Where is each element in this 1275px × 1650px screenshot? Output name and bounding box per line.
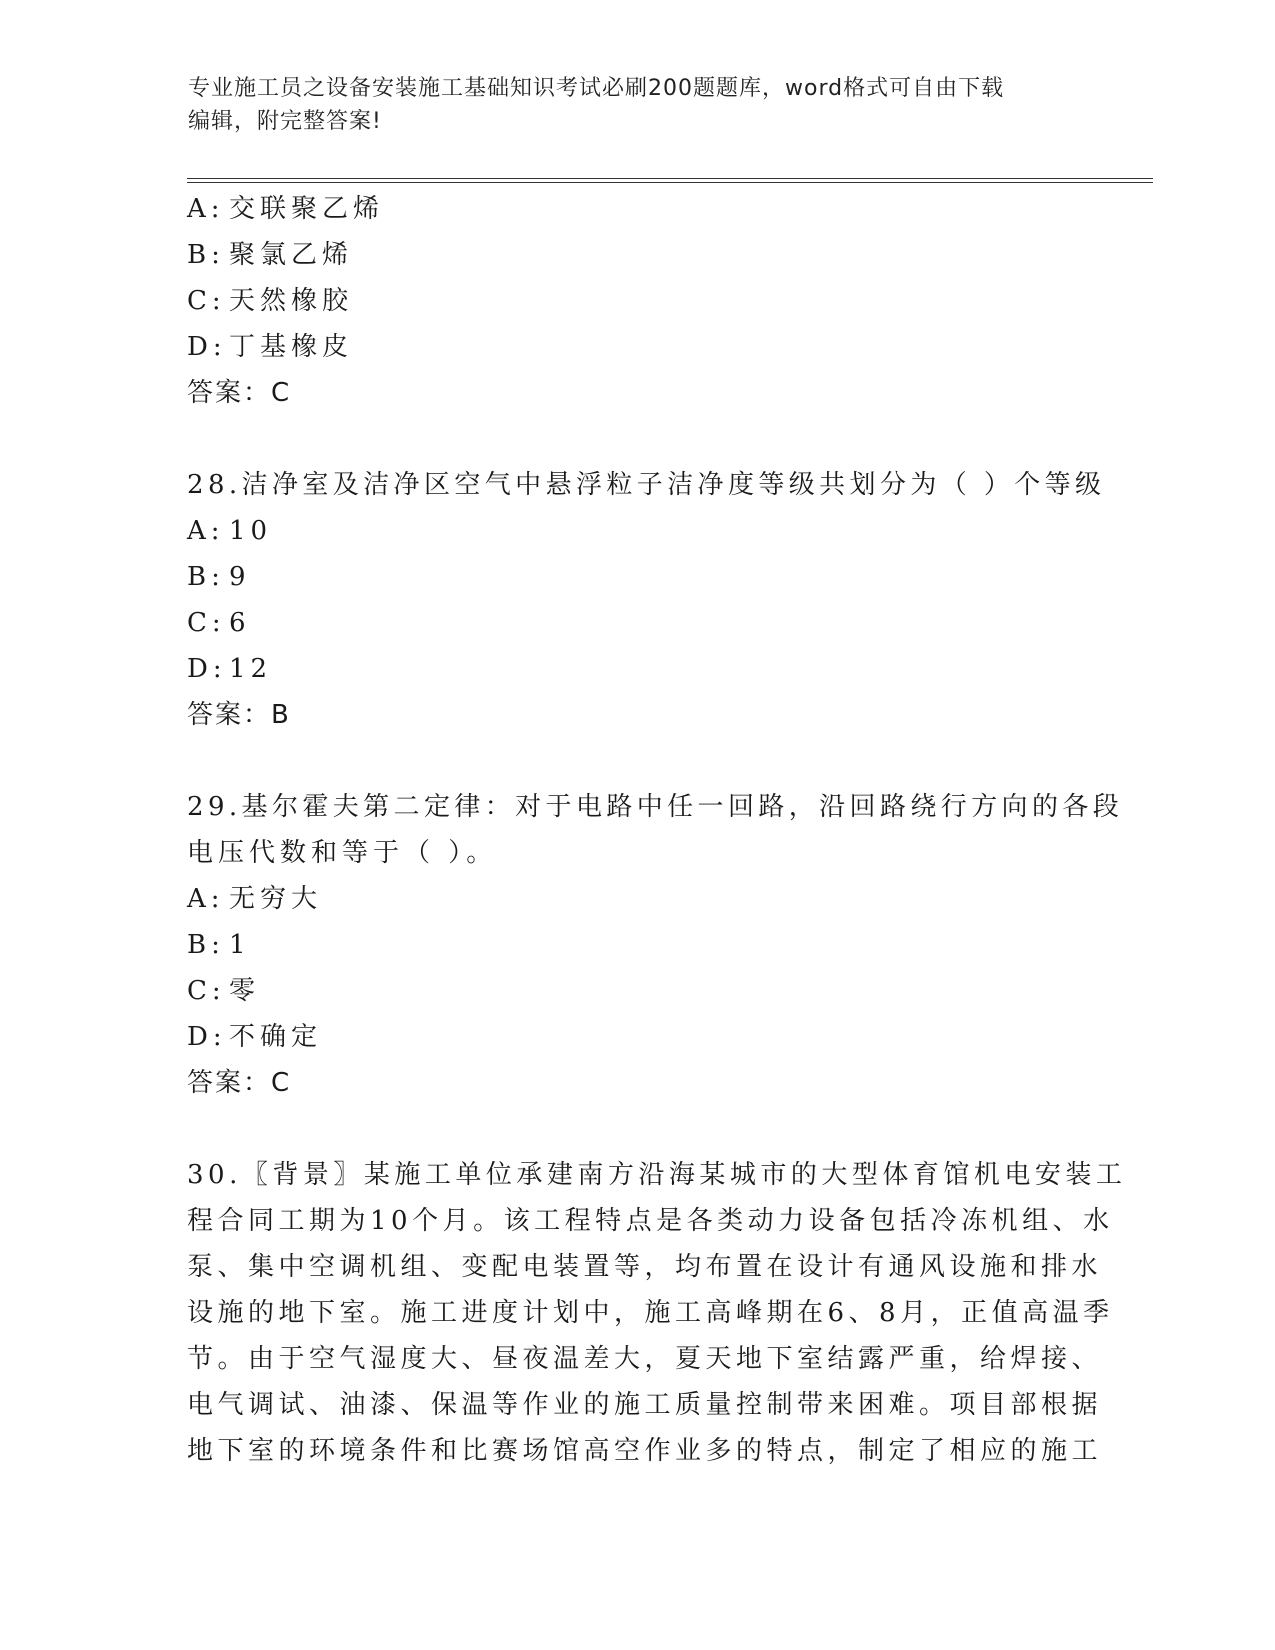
option-text: 10 — [229, 516, 273, 546]
question-paragraph-line: 节。由于空气湿度大、昼夜温差大，夏天地下室结露严重，给焊接、 — [187, 1344, 1103, 1374]
spacer — [187, 416, 1087, 462]
question-27 — [187, 186, 1087, 416]
option-c — [187, 968, 1087, 1014]
option-b — [187, 922, 1087, 968]
question-paragraph-line: 30.〖背景〗某施工单位承建南方沿海某城市的大型体育馆机电安装工 — [187, 1160, 1127, 1190]
option-key: A: — [187, 884, 225, 914]
answer-text: 答案：C — [187, 1068, 292, 1098]
option-text: 1 — [229, 930, 251, 960]
option-d — [187, 1014, 1087, 1060]
question-paragraph-line: 泵、集中空调机组、变配电装置等，均布置在设计有通风设施和排水 — [187, 1252, 1103, 1282]
option-text: 12 — [229, 654, 273, 684]
question-paragraph-line: 电气调试、油漆、保温等作业的施工质量控制带来困难。项目部根据 — [187, 1390, 1103, 1420]
option-text: 丁基橡皮 — [229, 332, 354, 362]
question-29 — [187, 784, 1124, 1106]
header-title-line-2: 编辑，附完整答案! — [188, 109, 382, 134]
option-a — [187, 186, 1087, 232]
option-text: 无穷大 — [229, 884, 323, 914]
option-a — [187, 508, 1087, 554]
option-key: D: — [187, 654, 227, 684]
option-key: A: — [187, 516, 225, 546]
question-paragraph-line: 程合同工期为10个月。该工程特点是各类动力设备包括冷冻机组、水 — [187, 1206, 1114, 1236]
option-key: C: — [187, 286, 226, 316]
option-key: D: — [187, 332, 227, 362]
page-header — [188, 72, 1088, 138]
spacer — [187, 1106, 1087, 1152]
question-30 — [187, 1152, 1127, 1474]
option-text: 聚氯乙烯 — [229, 240, 354, 270]
document-body — [187, 186, 1127, 1474]
question-text: 28.洁净室及洁净区空气中悬浮粒子洁净度等级共划分为（ ）个等级 — [187, 470, 1106, 500]
answer-text: 答案：B — [187, 700, 291, 730]
option-c — [187, 600, 1087, 646]
option-b — [187, 554, 1087, 600]
option-d — [187, 646, 1087, 692]
option-key: B: — [187, 562, 225, 592]
option-a — [187, 876, 1087, 922]
option-key: B: — [187, 930, 225, 960]
option-text: 交联聚乙烯 — [229, 194, 385, 224]
option-text: 零 — [229, 976, 261, 1006]
question-text-line-2: 电压代数和等于（ ）。 — [187, 838, 498, 868]
question-28 — [187, 462, 1106, 738]
option-key: A: — [187, 194, 225, 224]
option-text: 天然橡胶 — [229, 286, 354, 316]
option-text: 9 — [229, 562, 251, 592]
header-divider — [187, 178, 1153, 183]
option-text: 不确定 — [229, 1022, 323, 1052]
spacer — [187, 738, 1087, 784]
option-c — [187, 278, 1087, 324]
option-key: C: — [187, 608, 226, 638]
option-d — [187, 324, 1087, 370]
answer-text: 答案：C — [187, 378, 292, 408]
option-key: D: — [187, 1022, 227, 1052]
question-text-line-1: 29.基尔霍夫第二定律：对于电路中任一回路，沿回路绕行方向的各段 — [187, 792, 1124, 822]
option-b — [187, 232, 1087, 278]
option-key: B: — [187, 240, 225, 270]
option-text: 6 — [229, 608, 251, 638]
question-paragraph-line: 地下室的环境条件和比赛场馆高空作业多的特点，制定了相应的施工 — [187, 1436, 1103, 1466]
question-paragraph-line: 设施的地下室。施工进度计划中，施工高峰期在6、8月，正值高温季 — [187, 1298, 1114, 1328]
header-title-line-1: 专业施工员之设备安装施工基础知识考试必刷200题题库，word格式可自由下载 — [188, 76, 1005, 101]
option-key: C: — [187, 976, 226, 1006]
